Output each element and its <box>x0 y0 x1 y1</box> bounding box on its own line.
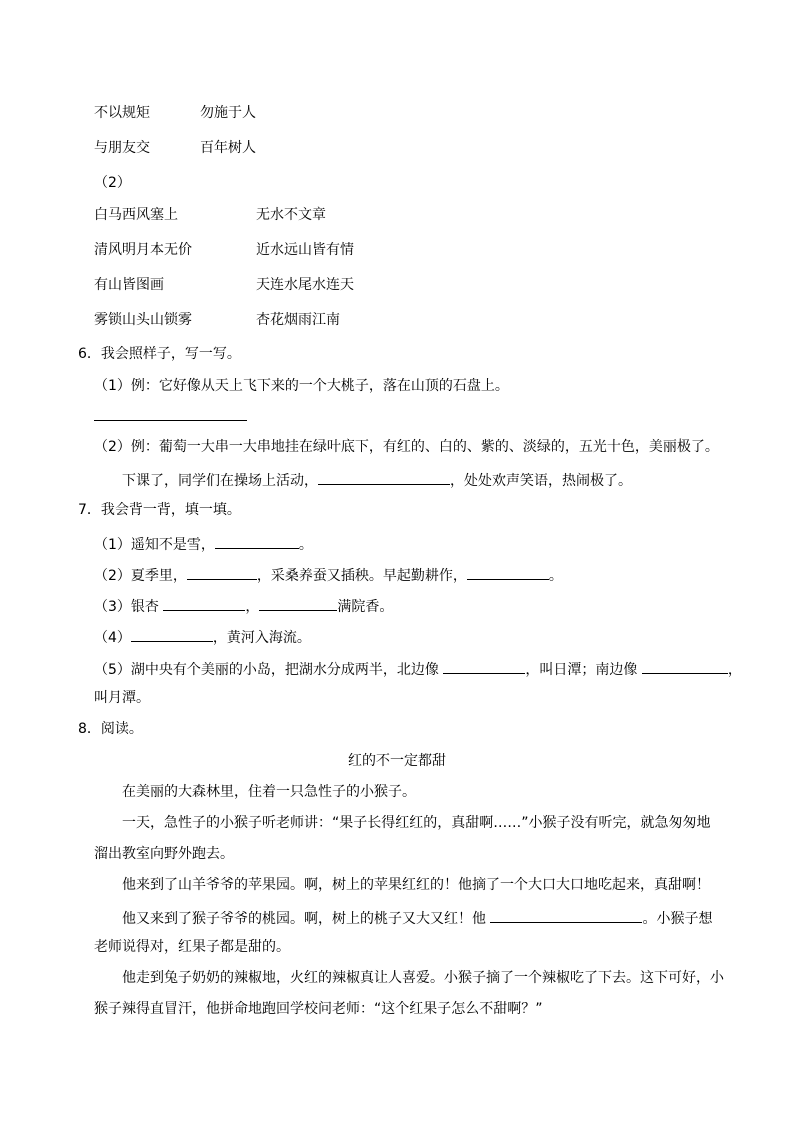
q6-item1-answer-line[interactable] <box>94 420 247 421</box>
pair-left-1: 不以规矩 <box>94 105 150 121</box>
q7-l5-blank1[interactable] <box>443 658 525 674</box>
q7-line5-cont: 叫月潭。 <box>94 690 150 706</box>
q7-line3 <box>94 595 393 616</box>
q7-line5 <box>94 658 742 679</box>
pair2-right-2: 近水远山皆有情 <box>256 242 354 258</box>
subquestion-label-2: （2） <box>94 175 131 191</box>
story-p4-line2: 老师说得对，红果子都是甜的。 <box>94 939 290 955</box>
pair2-left-2: 清风明月本无价 <box>94 242 192 258</box>
q7-l5-text: （5）湖中央有个美丽的小岛，把湖水分成两半，北边像 <box>94 662 444 678</box>
q7-l3-end: 满院香。 <box>337 599 394 615</box>
q7-l2-end: 。 <box>548 568 563 584</box>
story-p5-line2: 猴子辣得直冒汗，他拼命地跑回学校问老师：“这个红果子怎么不甜啊？” <box>94 1001 543 1017</box>
story-p2-line1: 一天，急性子的小猴子听老师讲：“果子长得红红的，真甜啊……”小猴子没有听完，就急匆匆地 <box>122 815 711 831</box>
story-p5-line1: 他走到兔子奶奶的辣椒地，火红的辣椒真让人喜爱。小猴子摘了一个辣椒吃了下去。这下可好，小 <box>122 970 724 986</box>
q6-item1: （1）例：它好像从天上飞下来的一个大桃子，落在山顶的石盘上。 <box>94 378 509 394</box>
story-p4-line1 <box>122 907 712 928</box>
q7-l3-blank2[interactable] <box>259 595 337 611</box>
story-p3: 他来到了山羊爷爷的苹果园。啊，树上的苹果红红的！他摘了一个大口大口地吃起来，真甜啊！ <box>122 877 710 893</box>
q6-item2-prefix: 下课了，同学们在操场上活动， <box>122 473 318 489</box>
q7-l4-end: ，黄河入海流。 <box>212 630 311 646</box>
q7-l1-text: （1）遥知不是雪， <box>94 537 215 553</box>
pair2-right-3: 天连水尾水连天 <box>256 277 354 293</box>
story-p1: 在美丽的大森林里，住着一只急性子的小猴子。 <box>122 784 416 800</box>
q7-line1 <box>94 533 313 554</box>
pair2-left-3: 有山皆图画 <box>94 277 164 293</box>
q7-l1-end: 。 <box>298 537 313 553</box>
q7-l5-comma: ， <box>727 662 742 678</box>
pair2-left-4: 雾锁山头山锁雾 <box>94 312 192 328</box>
pair-left-2: 与朋友交 <box>94 140 150 156</box>
story-p4-post: 。小猴子想 <box>642 911 713 927</box>
q7-l1-blank[interactable] <box>215 533 299 549</box>
story-p2-line2: 溜出教室向野外跑去。 <box>94 846 234 862</box>
story-p4-pre: 他又来到了猴子爷爷的桃园。啊，树上的桃子又大又红！他 <box>122 911 491 927</box>
q7-l2-blank2[interactable] <box>467 564 549 580</box>
q7-l2-blank1[interactable] <box>187 564 257 580</box>
q6-item2: （2）例：葡萄一大串一大串地挂在绿叶底下，有红的、白的、紫的、淡绿的，五光十色，美丽极了。 <box>94 439 719 455</box>
q7-l3-text: （3）银杏 <box>94 599 164 615</box>
q6-item2-exercise <box>122 469 632 490</box>
pair-right-1: 勿施于人 <box>200 105 256 121</box>
pair2-right-1: 无水不文章 <box>256 207 326 223</box>
q6-item2-blank[interactable] <box>318 469 450 485</box>
story-p4-blank[interactable] <box>490 907 642 923</box>
pair2-left-1: 白马西风塞上 <box>94 207 178 223</box>
story-title: 红的不一定都甜 <box>348 753 446 769</box>
q7-l2-mid: ，采桑养蚕又插秧。早起勤耕作， <box>256 568 467 584</box>
q7-l3-blank1[interactable] <box>163 595 245 611</box>
q7-l5-mid: ，叫日潭；南边像 <box>525 662 642 678</box>
q7-line4 <box>94 626 311 647</box>
q7-l4-blank[interactable] <box>131 626 213 642</box>
q8-title: 8．阅读。 <box>78 721 143 737</box>
q7-l4-text: （4） <box>94 630 131 646</box>
q6-title: 6．我会照样子，写一写。 <box>78 346 241 362</box>
pair-right-2: 百年树人 <box>200 140 256 156</box>
pair2-right-4: 杏花烟雨江南 <box>256 312 340 328</box>
q7-l2-text: （2）夏季里， <box>94 568 187 584</box>
q7-l3-comma: ， <box>245 599 260 615</box>
q7-title: 7．我会背一背，填一填。 <box>78 502 241 518</box>
q6-item2-suffix: ，处处欢声笑语，热闹极了。 <box>450 473 632 489</box>
q7-line2 <box>94 564 563 585</box>
q7-l5-blank2[interactable] <box>642 658 728 674</box>
